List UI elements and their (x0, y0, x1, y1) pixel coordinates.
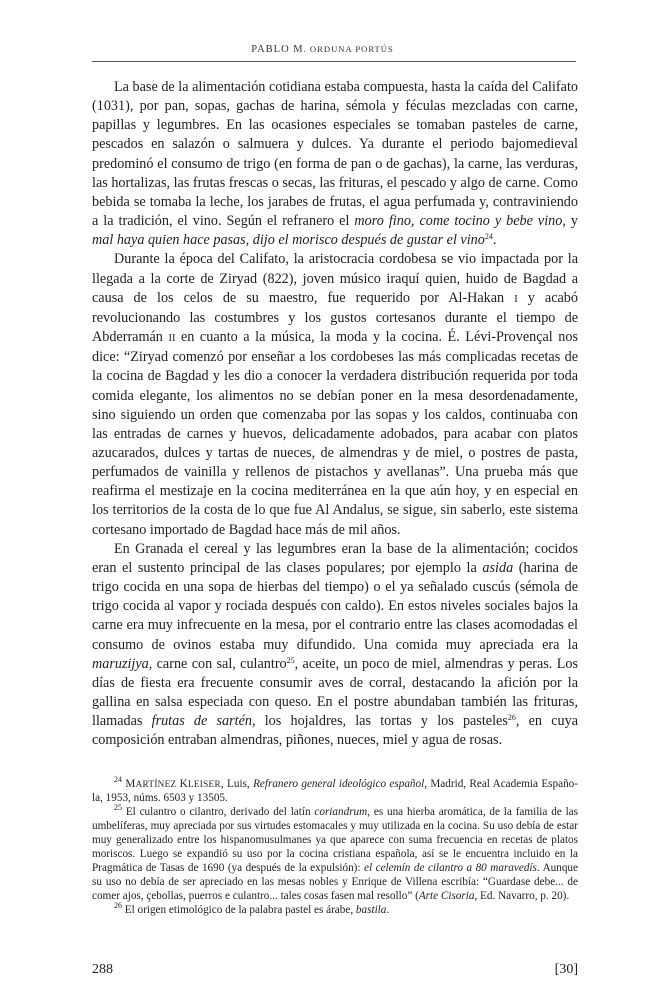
italic-run: frutas de sartén (151, 713, 252, 730)
italic-run: asida (482, 559, 514, 576)
text-run: . Aunque su uso no debía de ser apreciado en las mesas nobles y Enrique de Villena escribía: “Guardase debe... de comer ajos, çebollas, puerros e culantro... tales cosas fasen mal resollo” ( (92, 861, 578, 902)
text-run: . (386, 903, 390, 916)
paragraph-3 (92, 540, 578, 751)
author-smallcaps: LEISER (187, 779, 221, 789)
italic-run: moro fino, come tocino y bebe vino (354, 213, 563, 230)
section-number: [30] (554, 962, 578, 977)
italic-run: mal haya quien hace pasas, dijo el morisco después de gustar el vino (92, 232, 485, 249)
footnote-author (125, 779, 221, 789)
text-run: , Madrid, Real Academia Española, 1953, núms. 6503 y 13505. (92, 778, 578, 804)
roman-numeral: I (514, 293, 518, 305)
header-author-first: PABLO (251, 44, 294, 55)
author-smallcaps: ARTÍNEZ (135, 779, 180, 789)
footnote-number: 24 (114, 775, 122, 784)
author-cap: K (179, 778, 188, 790)
footnote-ref-25[interactable]: 25 (286, 655, 295, 665)
footnote-25 (92, 802, 579, 904)
text-run: Durante la época del Califato, la aristocracia cordobesa se vio impactada por la llegada a la corte de Ziryad (822), joven músico iraquí quien, huido de Bagdad a causa de los celos de su maestro, fue requerido por Al-Hakan (92, 251, 578, 306)
footnote-24 (92, 775, 578, 806)
text-run: En Granada el cereal y las legumbres eran la base de la alimentación; cocidos eran el sustento principal de las clases populares; por ejemplo la (92, 540, 578, 576)
roman-numeral: II (168, 333, 176, 345)
paragraph-1 (92, 78, 578, 250)
header-author-initial: M (293, 44, 304, 55)
footnote-ref-26[interactable]: 26 (507, 713, 516, 723)
text-run: y acabó revolucionando las costumbres y los gustos cortesanos durante el tiempo de Abderramán (92, 289, 578, 346)
footnotes (92, 775, 579, 918)
text-run: El origen etimológico de la palabra pastel es árabe, (124, 903, 356, 916)
italic-run: Arte Cisoria (418, 889, 475, 902)
text-run: , en cuya composición entraban almendras, piñones, nueces, miel y agua de rosas. (92, 713, 578, 749)
text-run: (harina de trigo cocida en una sopa de hierbas del tiempo) o el ya señalado cuscús (sémola de trigo cocida al vapor y rociada después con caldo). En estos niveles sociales bajos la carne era muy infrecuente en la mesa, por el contrario entre las clases acomodadas el consumo de ovinos estaba muy difundido. Una comida muy apreciada era la (92, 559, 578, 653)
text-run: , es una hierba aromática, de la familia de las umbelíferas, muy apreciada por sus virtudes estomacales y muy utilizada en la cocina. Su uso debía de estar muy generalizado entre los hispanomusulmanes ya que aparece con suma frecuencia en recetas de platos moriscos. Luego se expandió su uso por la cocina cristiana española, así se le encuentra incluido en la Pragmática de Tasas de 1690 (ya después de la expulsión): (92, 805, 579, 874)
footnote-26 (92, 900, 578, 918)
text-run: , los hojaldres, las tortas y los pasteles (252, 713, 508, 730)
header-author-rest: . ORDUNA PORTÚS (303, 44, 394, 54)
footnote-number: 26 (114, 900, 122, 910)
text-run: , y (562, 213, 578, 230)
header-rule (92, 61, 576, 62)
paragraph-2 (92, 250, 578, 539)
italic-run: coriandrum (314, 805, 368, 818)
page-number: 288 (92, 962, 113, 977)
text-run: El culantro o cilantro, derivado del latín (125, 805, 315, 818)
text-run: , aceite, un poco de miel, almendras y peras. Los días de fiesta era frecuente consumir aves de corral, destacando la afición por la gallina en salsa especiada con queso. En el postre abundaban también las frituras, llamadas (92, 655, 578, 730)
author-cap: M (125, 778, 136, 790)
running-header (0, 44, 645, 55)
italic-run: bastila (355, 903, 387, 916)
italic-run: maruzijya (92, 655, 149, 672)
text-run: , Ed. Navarro, p. 20). (474, 889, 570, 902)
footnote-ref-24[interactable]: 24 (484, 232, 493, 242)
text-run: La base de la alimentación cotidiana estaba compuesta, hasta la caída del Califato (1031), por pan, sopas, gachas de harina, sémola y féculas mezcladas con carne, papillas y legumbres. En las ocasiones especiales se tomaban pasteles de carne, pescados en salazón o salmuera y dulces. Ya durante el periodo bajomedieval predominó el consumo de trigo (en forma de pan o de gachas), la carne, las verduras, las hortalizas, las frutas frescas o secas, las frituras, el pescado y algo de carne. Como bebida se tomaba la leche, los jarabes de frutas, el agua perfumada y, contraviniendo a la tradición, el vino. Según el refranero el (92, 79, 578, 230)
text-run: . (492, 232, 497, 249)
italic-run: el celemín de cilantro a 80 maravedís (364, 861, 537, 874)
italic-run: Refranero general ideológico español (253, 778, 425, 790)
text-run: en cuanto a la música, la moda y la cocina. É. Lévi-Provençal nos dice: “Ziryad comenzó por enseñar a los cordobeses las más complicadas recetas de la cocina de Bagdad y les dio a conocer la verdadera distribución requerida por toda comida elegante, los alimentos no se debían poner en la mesa desordenadamente, sino siguiendo un orden que comenzaba por las sopas y los caldos, continuaba con las entradas de carnes y huevos, delicadamente adobados, para acabar con platos azucarados, dulces y tartas de nueces, de almendras y de miel, o postres de pasta, perfumados de vainilla y rellenos de pistachos y avellanas”. Una prueba más que reafirma el mestizaje en la cocina mediterránea en la que aún hoy, y en especial en los territorios de la costa de lo que fue Al Andalus, se sigue, sin saberlo, este sistema cortesano importado de Bagdad hace más de mil años. (92, 329, 579, 538)
footnote-number: 25 (114, 802, 122, 812)
text-run: , Luis, (220, 778, 254, 790)
main-text (92, 78, 578, 750)
text-run: , carne con sal, culantro (148, 655, 287, 672)
